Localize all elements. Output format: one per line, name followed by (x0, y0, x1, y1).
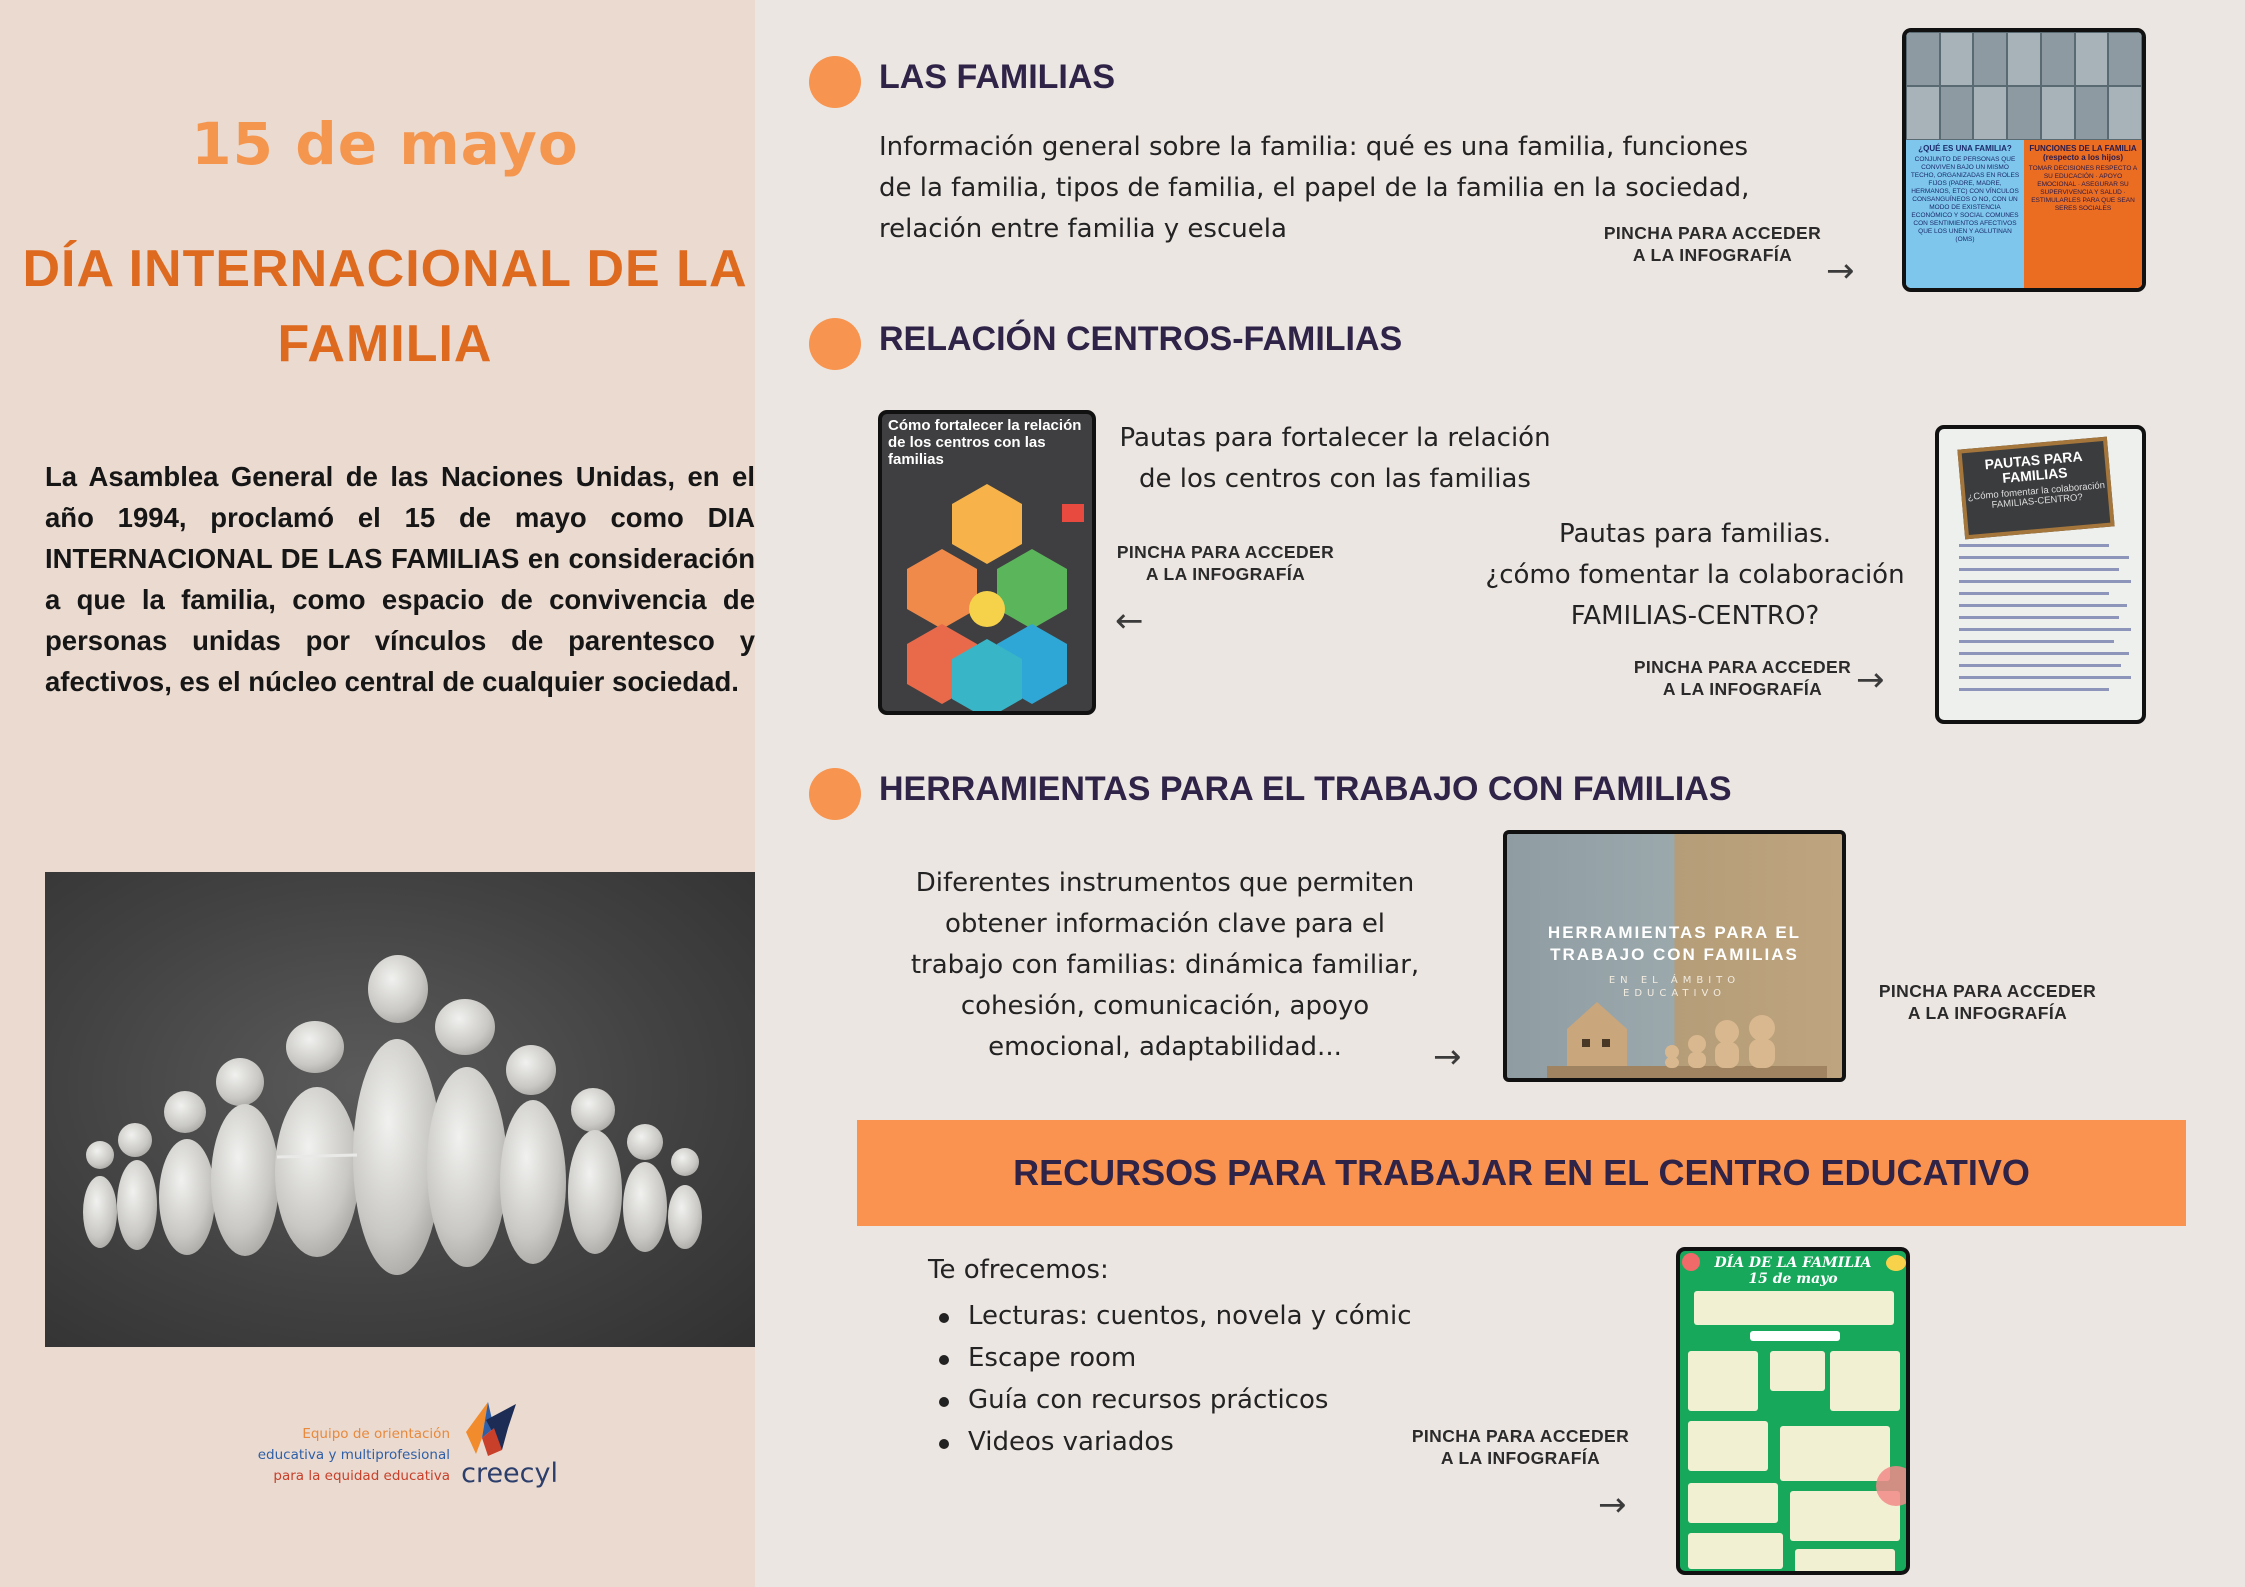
herramientas-thumb-subtitle: EN EL ÁMBITO EDUCATIVO (1608, 975, 1741, 999)
stones-illustration (45, 872, 755, 1347)
arrow-right-icon: → (1433, 1037, 1462, 1077)
family-stones-photo (45, 872, 755, 1347)
thumb-centros-title: Cómo fortalecer la relación de los centros con las familias (888, 417, 1082, 468)
arrow-right-icon: → (1598, 1485, 1627, 1525)
centros-infographic-thumbnail[interactable] (878, 410, 1096, 715)
creecyl-logo (258, 1398, 558, 1490)
date-title: 15 de mayo (191, 110, 579, 178)
logo-caption (258, 1424, 450, 1487)
recursos-banner-title: RECURSOS PARA TRABAJAR EN EL CENTRO EDUCATIVO (1013, 1152, 2030, 1193)
section-bullet-centros (809, 318, 861, 370)
list-item: Escape room (935, 1338, 1412, 1380)
familias-thumb-columns (1906, 140, 2142, 288)
pautas-familias-cta[interactable]: PINCHA PARA ACCEDER A LA INFOGRAFÍA (1633, 657, 1852, 699)
pautas-familias-line1: Pautas para familias. (1558, 519, 1831, 549)
list-item: Lecturas: cuentos, novela y cómic (935, 1296, 1412, 1338)
family-portraits-grid (1906, 32, 2142, 140)
recursos-cta[interactable]: PINCHA PARA ACCEDER A LA INFOGRAFÍA (1411, 1426, 1630, 1468)
pautas-board-subtitle: ¿Cómo fomentar la colaboración FAMILIAS-CENTRO? (1967, 480, 2106, 511)
centros-description: Pautas para fortalecer la relación de los centros con las familias (1119, 423, 1551, 494)
recursos-list (935, 1296, 1412, 1464)
recursos-banner (857, 1120, 2186, 1226)
pautas-familias-line3: FAMILIAS-CENTRO? (1570, 601, 1820, 631)
dia-familia-infographic-thumbnail[interactable] (1676, 1247, 1910, 1575)
recursos-intro: Te ofrecemos: (928, 1255, 1109, 1285)
thumb-col1-title: ¿QUÉ ES UNA FAMILIA? (1918, 144, 2012, 153)
centros-cta[interactable]: PINCHA PARA ACCEDER A LA INFOGRAFÍA (1116, 542, 1335, 584)
arrow-right-icon: → (1856, 660, 1885, 700)
dia-thumb-date: 15 de mayo (1748, 1271, 1838, 1287)
herramientas-description: Diferentes instrumentos que permiten obtener información clave para el trabajo con familias: dinámica familiar, cohesión, comunicación, apoyo emocional, adaptabilidad... (910, 868, 1420, 1062)
logo-mark-icon (458, 1398, 530, 1456)
herramientas-thumb-title: HERRAMIENTAS PARA EL TRABAJO CON FAMILIAS (1547, 923, 1802, 964)
section-title-herramientas: HERRAMIENTAS PARA EL TRABAJO CON FAMILIAS (879, 770, 1732, 808)
thumb-col1-text: CONJUNTO DE PERSONAS QUE CONVIVEN BAJO UN MISMO TECHO, ORGANIZADAS EN ROLES FIJOS (PADRE, MADRE, HERMANOS, ETC) CON VÍNCULOS CONSANGUÍNEOS O NO, CON UN MODO DE EXISTENCIA ECONÓMICO Y SOCIAL COMUNES CON SENTIMIENTOS AFECTIVOS QUE LOS UNEN Y AGLUTINAN (OMS) (1910, 156, 2020, 243)
familias-thumb-col-functions (2024, 140, 2142, 288)
list-item: Guía con recursos prácticos (935, 1380, 1412, 1422)
logo-wordmark: creecyl (461, 1458, 558, 1489)
pautas-board-title: PAUTAS PARA FAMILIAS (1984, 447, 2084, 486)
familias-infographic-thumbnail[interactable] (1902, 28, 2146, 292)
logo-line-2: educativa y multiprofesional (257, 1447, 450, 1463)
thumb-col2-text: TOMAR DECISIONES RESPECTO A SU EDUCACIÓN · APOYO EMOCIONAL · ASEGURAR SU SUPERVIVENCIA Y SALUD · ESTIMULARLES PARA QUE SEAN SERES SOCIALES (2028, 165, 2138, 212)
logo-line-3: para la equidad educativa (273, 1468, 450, 1484)
dia-thumb-title-line: DÍA DE LA FAMILIA (1714, 1255, 1872, 1271)
day-title: DÍA INTERNACIONAL DE LA FAMILIA (22, 240, 748, 373)
intro-paragraph: La Asamblea General de las Naciones Unidas, en el año 1994, proclamó el 15 de mayo como DIA INTERNACIONAL DE LAS FAMILIAS en consideración a que la familia, como espacio de convivencia de personas unidas por vínculos de parentesco y afectivos, es el núcleo central de cualquier sociedad. (45, 461, 755, 697)
section-title-familias: LAS FAMILIAS (879, 58, 1116, 96)
chalkboard (1957, 437, 2114, 540)
dia-thumb-title (1680, 1255, 1906, 1287)
familias-cta[interactable]: PINCHA PARA ACCEDER A LA INFOGRAFÍA (1603, 223, 1822, 265)
pautas-familias-line2: ¿cómo fomentar la colaboración (1485, 560, 1905, 590)
pautas-infographic-thumbnail[interactable] (1935, 425, 2146, 724)
arrow-right-icon: → (1826, 251, 1855, 291)
thumb-col2-title: FUNCIONES DE LA FAMILIA (respecto a los hijos) (2029, 144, 2137, 162)
herramientas-infographic-thumbnail[interactable] (1503, 830, 1846, 1082)
familias-thumb-col-definition (1906, 140, 2024, 288)
logo-line-1: Equipo de orientación (302, 1426, 450, 1442)
list-item: Videos variados (935, 1422, 1412, 1464)
familias-description: Información general sobre la familia: qué es una familia, funciones de la familia, tipos de familia, el papel de la familia en la sociedad, relación entre familia y escuela (879, 132, 1750, 244)
herramientas-cta[interactable]: PINCHA PARA ACCEDER A LA INFOGRAFÍA (1878, 981, 2097, 1023)
section-bullet-herramientas (809, 768, 861, 820)
section-title-centros: RELACIÓN CENTROS-FAMILIAS (879, 320, 1403, 358)
puzzle-hexagons-illustration (882, 464, 1092, 714)
arrow-left-icon: ← (1115, 601, 1144, 641)
wooden-house-figures-illustration (1547, 984, 1827, 1082)
section-bullet-familias (809, 56, 861, 108)
